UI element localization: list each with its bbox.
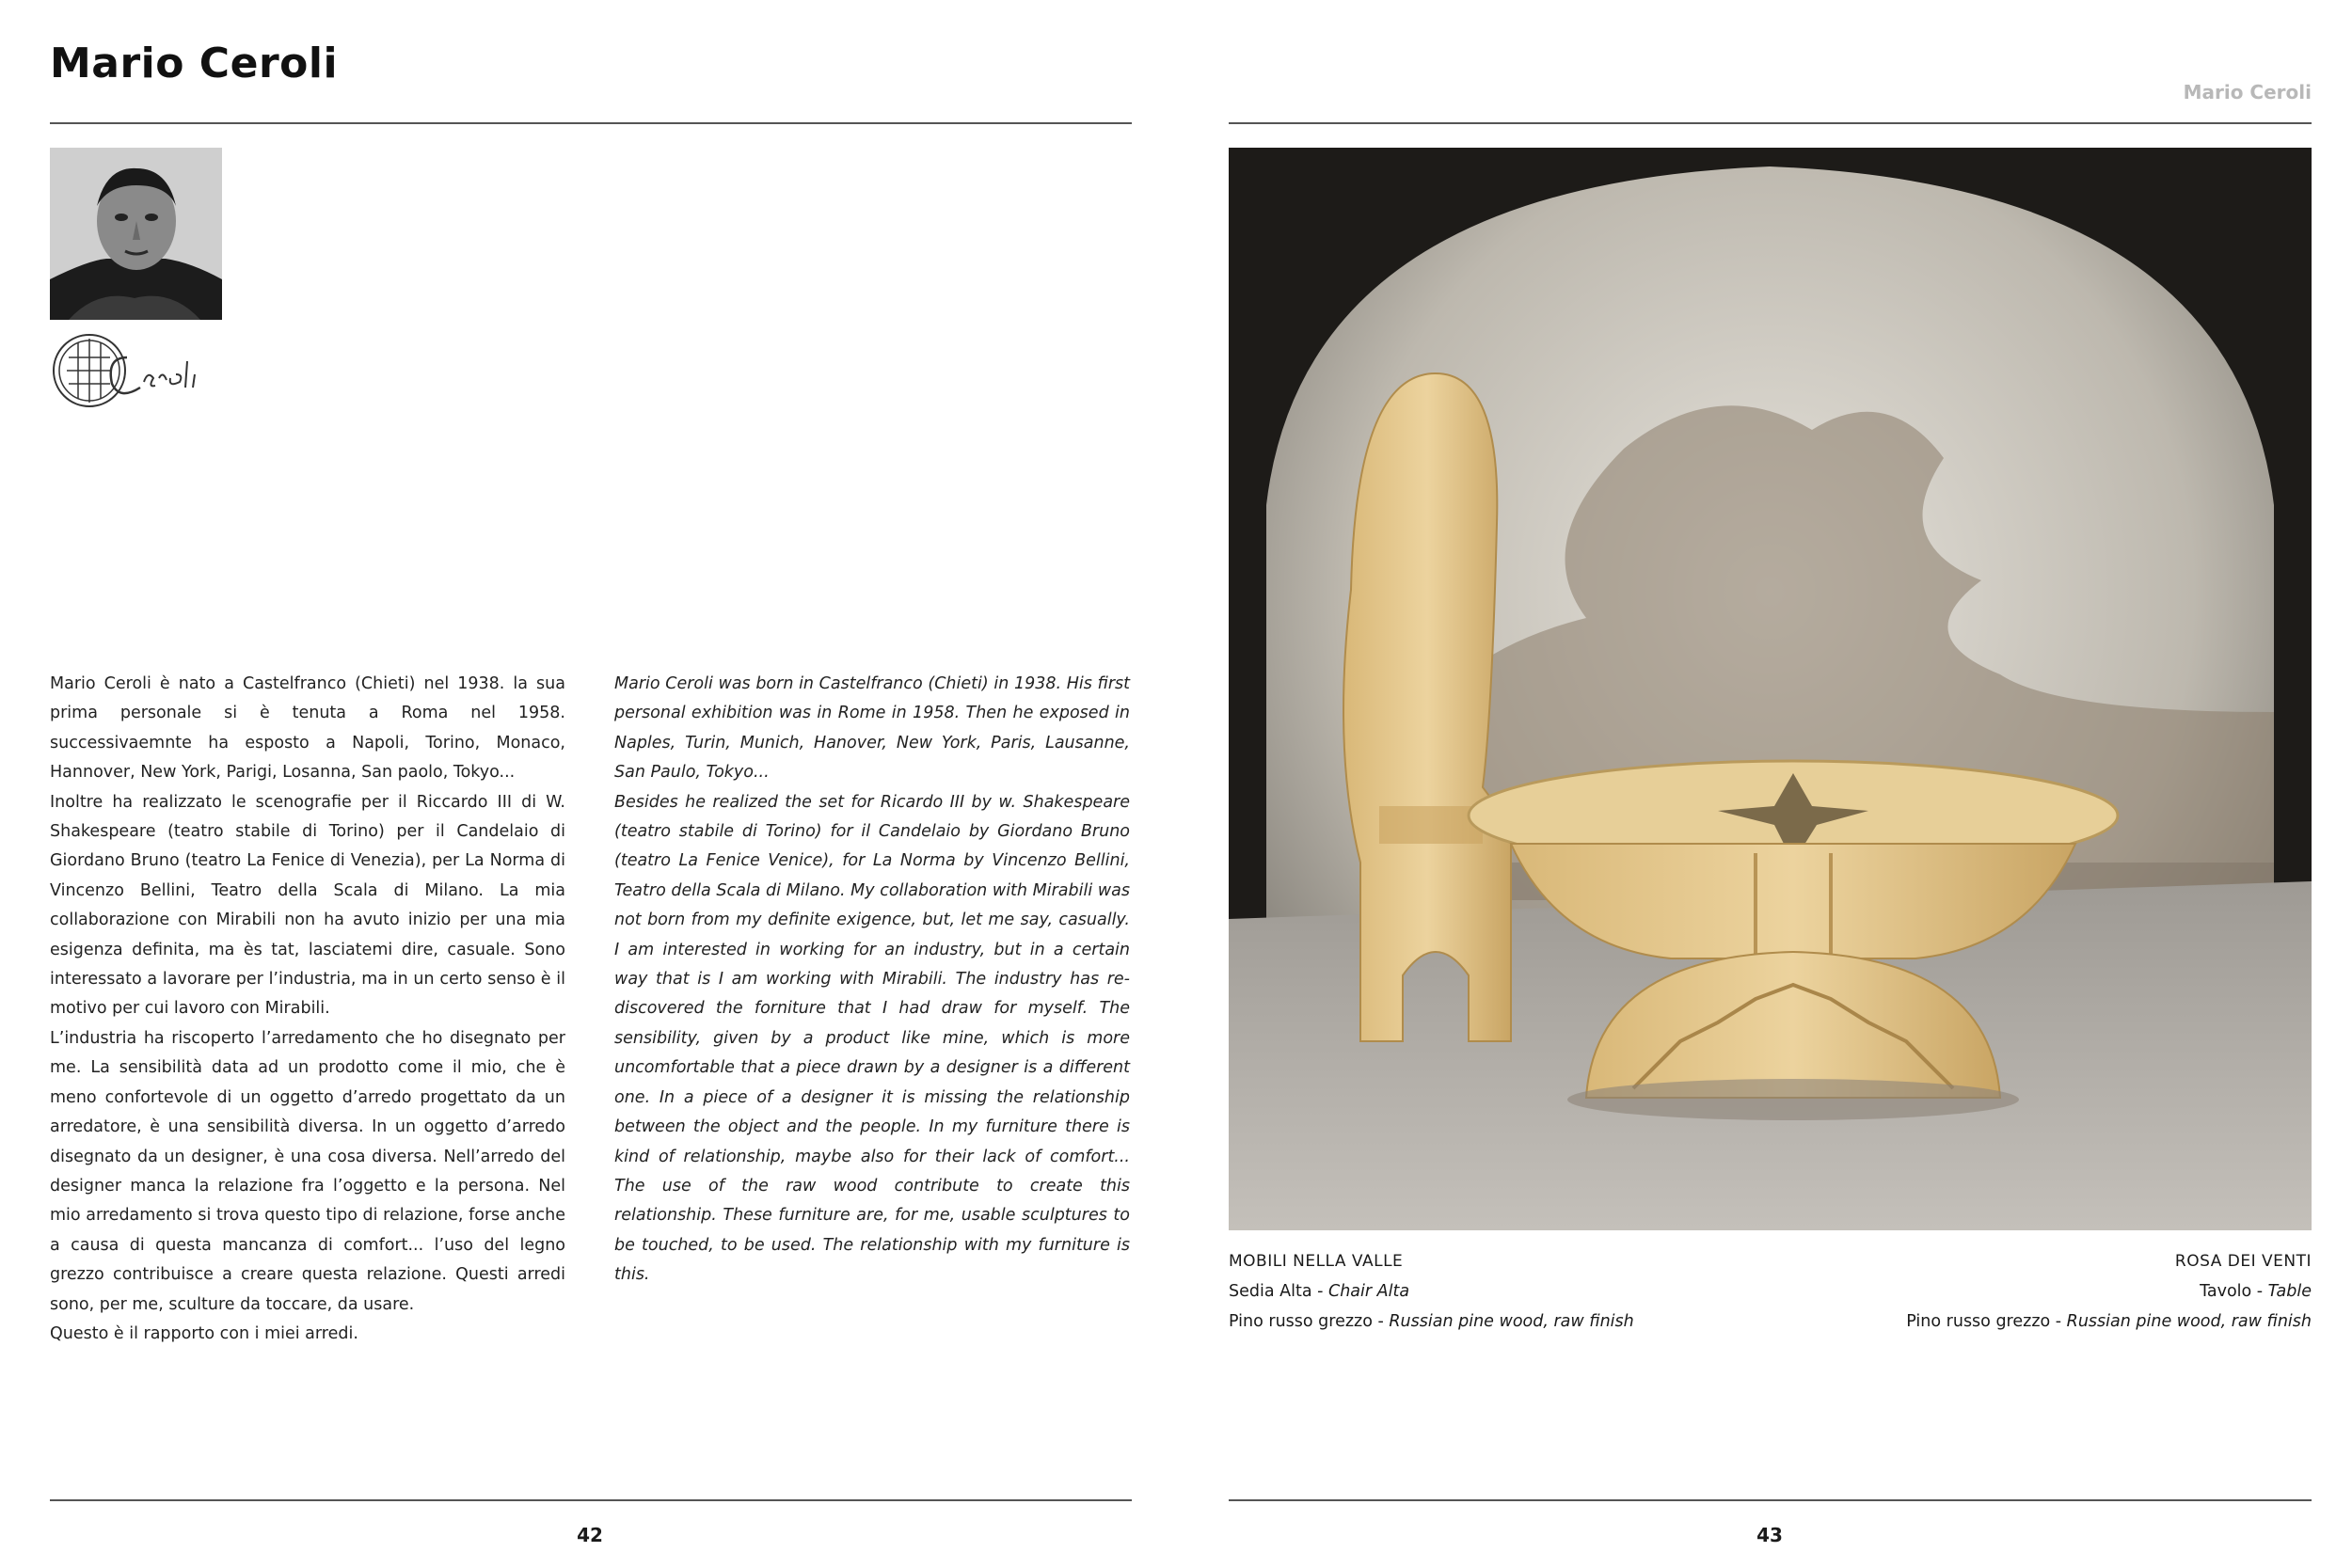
footer-rule	[50, 1499, 1132, 1501]
english-paragraph: Mario Ceroli was born in Castelfranco (Chieti) in 1938. His first personal exhibition was in Rome in 1958. Then he exposed in Naples, Turin, Munich, Hanover, New York, Paris, Lausanne, San Paulo, Tokyo...	[614, 674, 1130, 783]
english-paragraph: Besides he realized the set for Ricardo III by w. Shakespeare (teatro stabile di Torino) for il Candelaio by Giordano Bruno (teatro La Fenice Venice), for La Norma by Vincenzo Bellini, Teatro della Scala di Milano. My collaboration with Mirabili was not born from my definite exigence, but, let me say, casually. I am interested in working for an industry, but in a certain way that is I am working with Mirabili. The industry has re-discovered the forniture that I had draw for myself. The sensibility, given by a product like mine, which is more uncomfortable that a piece drawn by a designer is a different one. In a piece of a designer it is missing the relationship between the object and the people. In my furniture there is kind of relationship, maybe also for their lack of comfort... The use of the raw wood contribute to create this relationship. These furniture are, for me, usable sculptures to be touched, to be used. The relationship with my furniture is this.	[614, 792, 1130, 1285]
designer-portrait	[50, 148, 222, 320]
header-rule	[1229, 122, 2312, 124]
caption-material: Pino russo grezzo - Russian pine wood, raw finish	[1229, 1312, 1634, 1331]
footer-rule	[1229, 1499, 2312, 1501]
italian-paragraph: L’industria ha riscoperto l’arredamento che ho disegnato per me. La sensibilità data ad un prodotto come il mio, che è meno confortevole di un oggetto d’arredo progettato da un arredatore, è una sensibilità diversa. In un oggetto d’arredo disegnato da un designer, è una cosa diversa. Nell’arredo del designer manca la relazione fra l’oggetto e la persona. Nel mio arredamento si trova questo tipo di relazione, forse anche a causa di questa mancanza di comfort... l’uso del legno grezzo contribuisce a creare questa relazione. Questi arredi sono, per me, sculture da toccare, da usare.	[50, 1028, 565, 1314]
english-text-column	[614, 670, 1130, 1291]
running-head: Mario Ceroli	[2183, 81, 2312, 103]
page-title: Mario Ceroli	[50, 40, 339, 87]
right-page	[1176, 0, 2352, 1568]
signature-logo	[50, 329, 219, 412]
caption-material: Pino russo grezzo - Russian pine wood, raw finish	[1906, 1312, 2312, 1331]
italian-paragraph: Mario Ceroli è nato a Castelfranco (Chieti) nel 1938. la sua prima personale si è tenuta a Roma nel 1958. successivaemnte ha esposto a Napoli, Torino, Monaco, Hannover, New York, Parigi, Losanna, San paolo, Tokyo...	[50, 674, 565, 783]
italian-text-column	[50, 670, 565, 1349]
header-rule	[50, 122, 1132, 124]
italian-paragraph: Questo è il rapporto con i miei arredi.	[50, 1323, 358, 1343]
caption-chair	[1229, 1246, 1774, 1337]
page-number: 43	[1756, 1524, 1783, 1546]
furniture-photo	[1229, 148, 2312, 1230]
caption-item: Tavolo - Table	[2200, 1282, 2312, 1301]
caption-collection: MOBILI NELLA VALLE	[1229, 1252, 1404, 1271]
caption-collection: ROSA DEI VENTI	[2174, 1252, 2312, 1271]
italian-paragraph: Inoltre ha realizzato le scenografie per il Riccardo III di W. Shakespeare (teatro stabile di Torino) per il Candelaio di Giordano Bruno (teatro La Fenice di Venezia), per La Norma di Vincenzo Bellini, Teatro della Scala di Milano. La mia collaborazione con Mirabili non ha avuto inizio per una mia esigenza definita, ma ès tat, lasciatemi dire, casuale. Sono interessato a lavorare per l’industria, ma in un certo senso è il motivo per cui lavoro con Mirabili.	[50, 792, 565, 1019]
page-number: 42	[577, 1524, 603, 1546]
caption-table	[1766, 1246, 2312, 1337]
caption-item: Sedia Alta - Chair Alta	[1229, 1282, 1410, 1301]
